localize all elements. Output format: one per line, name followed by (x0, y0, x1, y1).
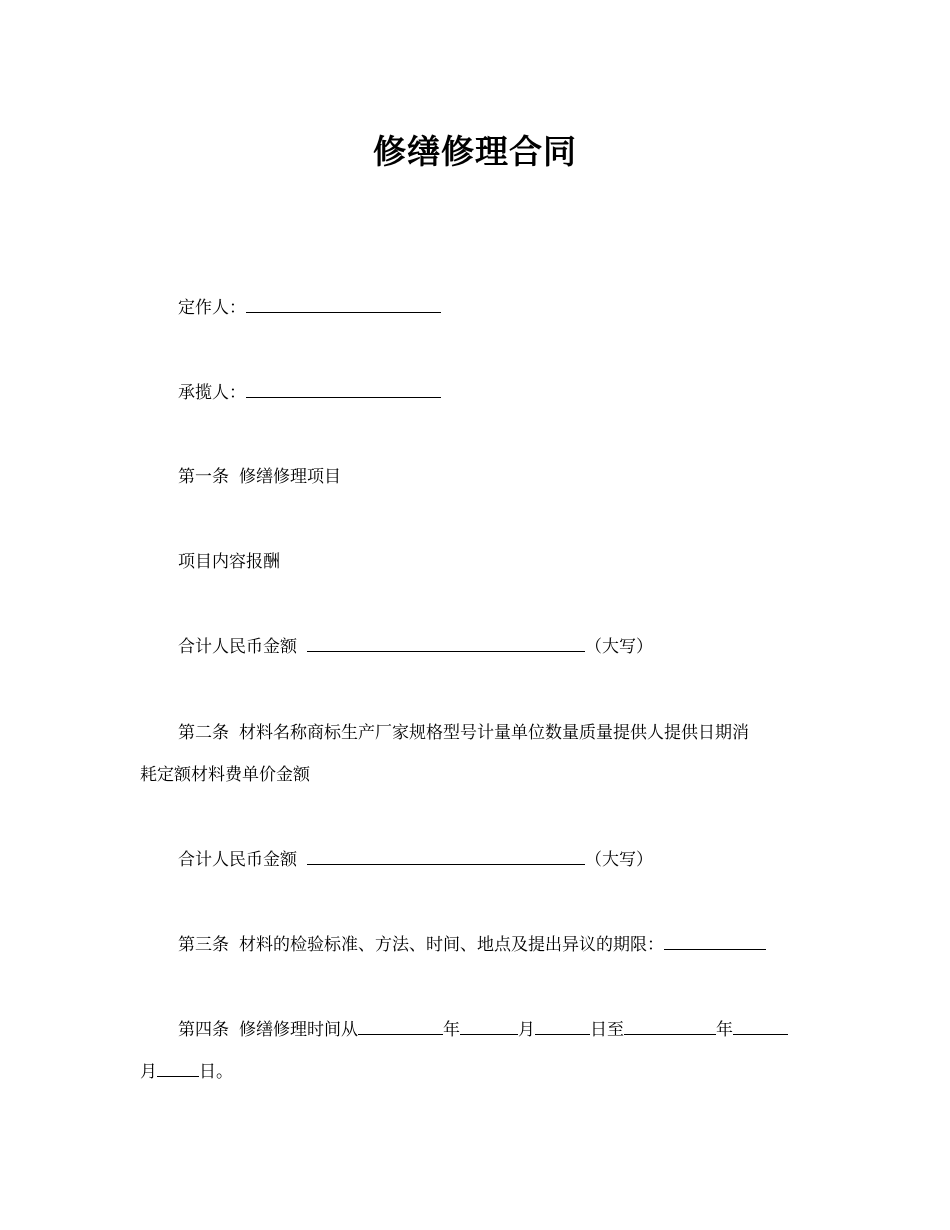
start-month-blank[interactable] (460, 1018, 518, 1035)
total-1-suffix: （大写） (585, 637, 653, 657)
article-3-text: 材料的检验标准、方法、时间、地点及提出异议的期限： (239, 935, 664, 955)
article-1-heading: 第一条 (178, 467, 229, 487)
article-4-line2 (140, 1060, 233, 1084)
start-year-label: 年 (443, 1020, 460, 1040)
end-day-blank[interactable] (157, 1060, 199, 1077)
party-b-label: 承揽人： (178, 383, 246, 403)
article-3-blank[interactable] (664, 933, 766, 950)
start-year-blank[interactable] (358, 1018, 443, 1035)
total-amount-2 (178, 848, 653, 872)
article-2-heading: 第二条 (178, 723, 229, 743)
article-4-line1 (178, 1018, 788, 1042)
end-month-blank-part[interactable] (733, 1018, 788, 1035)
article-2-text-1: 材料名称商标生产厂家规格型号计量单位数量质量提供人提供日期消 (239, 723, 749, 743)
end-day-label: 日。 (199, 1062, 233, 1082)
article-3-heading: 第三条 (178, 935, 229, 955)
start-day-blank[interactable] (535, 1018, 590, 1035)
article-1 (178, 465, 341, 489)
total-1-label: 合计人民币金额 (178, 637, 297, 657)
article-2-line1 (178, 721, 749, 745)
party-b-line (178, 381, 441, 405)
article-4-heading: 第四条 (178, 1020, 229, 1040)
total-2-suffix: （大写） (585, 850, 653, 870)
end-month-label: 月 (140, 1062, 157, 1082)
party-a-line (178, 296, 441, 320)
total-2-blank[interactable] (307, 848, 585, 865)
start-month-label: 月 (518, 1020, 535, 1040)
total-amount-1 (178, 635, 653, 659)
project-line: 项目内容报酬 (178, 552, 280, 572)
total-2-label: 合计人民币金额 (178, 850, 297, 870)
start-day-label: 日至 (590, 1020, 624, 1040)
party-a-blank[interactable] (246, 296, 441, 313)
end-year-label: 年 (716, 1020, 733, 1040)
party-a-label: 定作人： (178, 298, 246, 318)
article-1-text: 修缮修理项目 (239, 467, 341, 487)
article-4-text: 修缮修理时间从 (239, 1020, 358, 1040)
article-2-text-2: 耗定额材料费单价金额 (140, 765, 310, 785)
party-b-blank[interactable] (246, 381, 441, 398)
total-1-blank[interactable] (307, 635, 585, 652)
document-title: 修缮修理合同 (373, 132, 577, 171)
end-year-blank[interactable] (624, 1018, 716, 1035)
article-3 (178, 933, 766, 957)
